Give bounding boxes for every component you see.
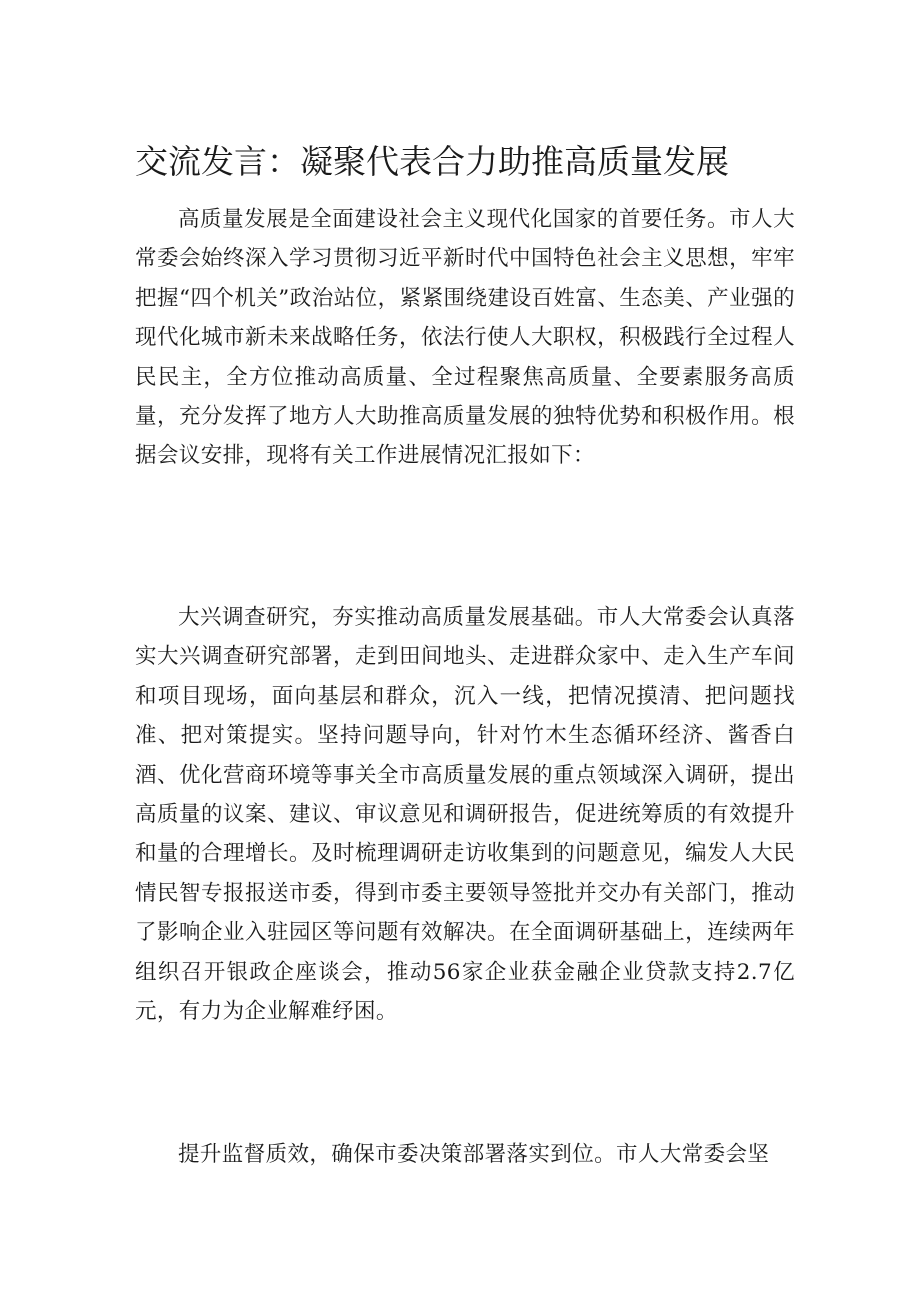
paragraph-research: 大兴调查研究，夯实推动高质量发展基础。市人大常委会认真落实大兴调查研究部署，走到田间地头、走进群众家中、走入生产车间和项目现场，面向基层和群众，沉入一线，把情况摸清、把问题找准、把对策提实。坚持问题导向，针对竹木生态循环经济、酱香白酒、优化营商环境等事关全市高质量发展的重点领域深入调研，提出高质量的议案、建议、审议意见和调研报告，促进统筹质的有效提升和量的合理增长。及时梳理调研走访收集到的问题意见，编发人大民情民智专报报送市委，得到市委主要领导签批并交办有关部门，推动了影响企业入驻园区等问题有效解决。在全面调研基础上，连续两年组织召开银政企座谈会，推动56家企业获金融企业贷款支持2.7亿元，有力为企业解难纾困。 (135, 605, 795, 1025)
paragraph-supervision: 提升监督质效，确保市委决策部署落实到位。市人大常委会坚 (178, 1142, 770, 1167)
paragraph-intro: 高质量发展是全面建设社会主义现代化国家的首要任务。市人大常委会始终深入学习贯彻习近平新时代中国特色社会主义思想，牢牢把握“四个机关”政治站位，紧紧围绕建设百姓富、生态美、产业强的现代化城市新未来战略任务，依法行使人大职权，积极践行全过程人民民主，全方位推动高质量、全过程聚焦高质量、全要素服务高质量，充分发挥了地方人大助推高质量发展的独特优势和积极作用。根据会议安排，现将有关工作进展情况汇报如下： (135, 207, 795, 469)
document-title: 交流发言：凝聚代表合力助推高质量发展 (135, 142, 729, 181)
